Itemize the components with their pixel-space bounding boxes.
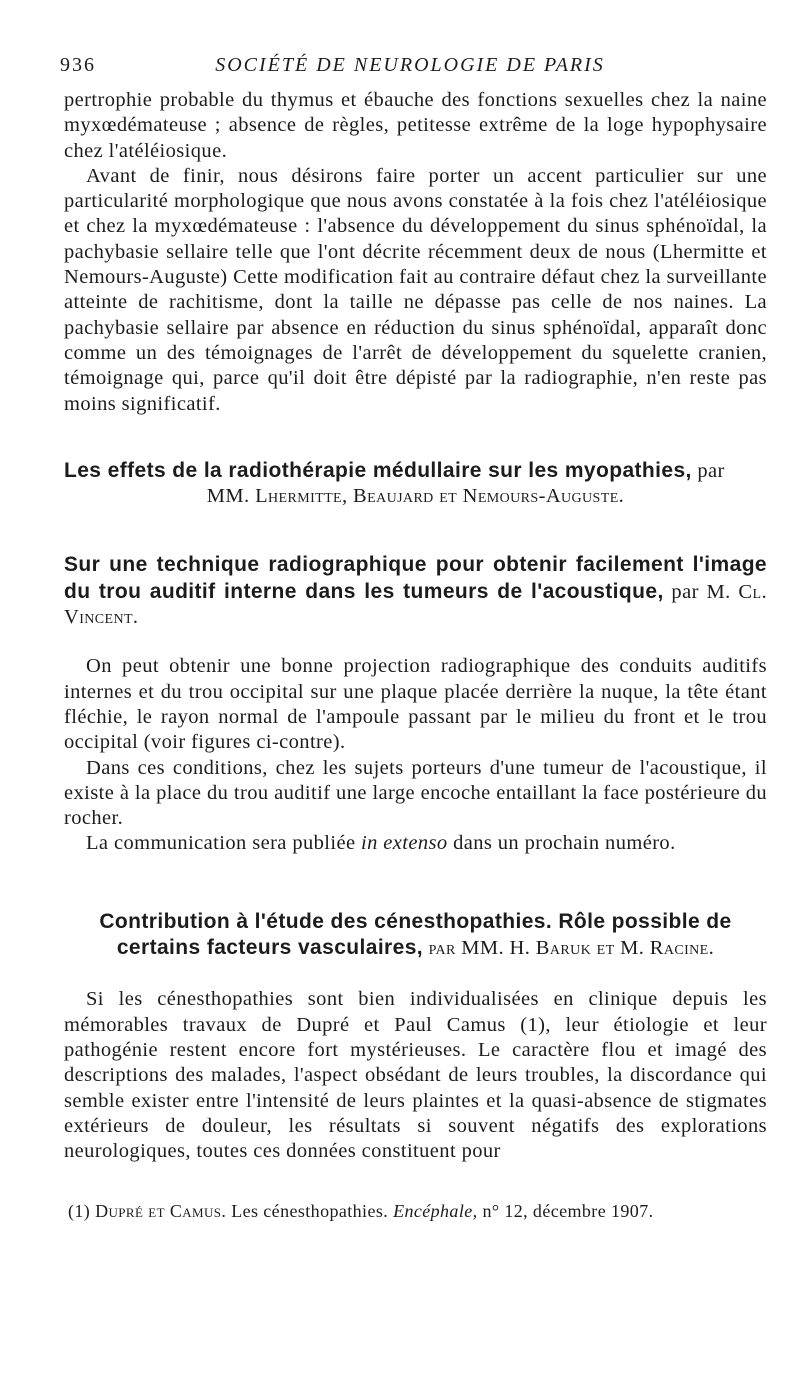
running-title: SOCIÉTÉ DE NEUROLOGIE DE PARIS [215,54,605,76]
paragraph-conditions: Dans ces conditions, chez les sujets porteurs d'une tumeur de l'acoustique, il existe à la place du trou auditif une large encoche entaillant la face postérieure du rocher. [64,756,767,830]
section-title: Sur une technique radiographique pour obtenir facilement l'image du trou auditif interne dans les tumeurs de l'acoustique, [64,553,767,603]
paragraph-communication: La communication sera publiée in extenso dans un prochain numéro. [86,832,676,855]
paragraph-cenesthopathies: Si les cénesthopathies sont bien individualisées en clinique depuis les mémorables travaux de Dupré et Paul Camus (1), leur étiologie et leur pathogénie restent encore fort mystérieuses. Le caractère flou et imagé des descriptions des malades, l'aspect obsédant de leurs troubles, la discordance qui semble exister entre l'intensité de leurs plaintes et la quasi-absence de stigmates extérieurs de douleur, les résultats si souvent négatifs des explorations neurologiques, toutes ces données constituent pour [64,988,767,1163]
page-number: 936 [60,54,96,76]
italic-phrase: in extenso [361,832,448,855]
paragraph-conclusion: Avant de finir, nous désirons faire porter un accent particulier sur une particularité morphologique que nous avons constatée à la fois chez l'atéléiosique et chez la myxœdémateuse : l'absence du développement du sinus sphénoïdal, la pachybasie sellaire telle que l'ont décrite récemment deux de nous (Lhermitte et Nemours-Auguste) Cette modification fait au contraire défaut chez la surveillante atteinte de rachitisme, dont la taille ne dépasse pas celle de nos naines. La pachybasie sellaire par absence en réduction du sinus sphénoïdal, apparaît donc comme un des témoignages de l'arrêt de développement du squelette cranien, témoignage qui, parce qu'il doit être dépisté par la radiographie, n'en reste pas moins significatif. [64,164,767,415]
section-heading-radiotherapie [64,458,767,484]
par-word: par [697,459,725,482]
paragraph-continued: pertrophie probable du thymus et ébauche des fonctions sexuelles chez la naine myxœdémateuse ; absence de règles, petitesse extrême de la loge hypophysaire chez l'atéléiosique. [64,89,767,162]
running-header [60,54,760,80]
article-body [64,88,767,1225]
paragraph-projection: On peut obtenir une bonne projection radiographique des conduits auditifs internes et du trou occipital sur une plaque placée derrière la nuque, la tête étant fléchie, le rayon normal de l'ampoule passant par le milieu du front et le trou occipital (voir figures ci-contre). [64,655,767,754]
section-authors: M. Cl. Vincent. [64,580,767,629]
par-word: par [671,580,699,603]
section-authors: par MM. H. Baruk et M. Racine. [428,937,715,960]
section-authors: MM. Lhermitte, Beaujard et Nemours-Auguste. [206,485,625,508]
section-title: Les effets de la radiothérapie médullaire sur les myopathies, [64,458,692,482]
footnote-journal: Encéphale, [393,1201,478,1222]
footnote: (1) Dupré et Camus. Les cénesthopathies. Encéphale, n° 12, décembre 1907. [68,1201,654,1222]
footnote-authors: Dupré et Camus. [95,1201,227,1222]
section-title: Contribution à l'étude des cénesthopathies. Rôle possible de certains facteurs vasculaires, [99,909,732,960]
section-heading-technique [64,552,767,630]
footnote-mark: (1) [68,1201,91,1222]
section-heading-cenesthopathies [64,909,767,962]
